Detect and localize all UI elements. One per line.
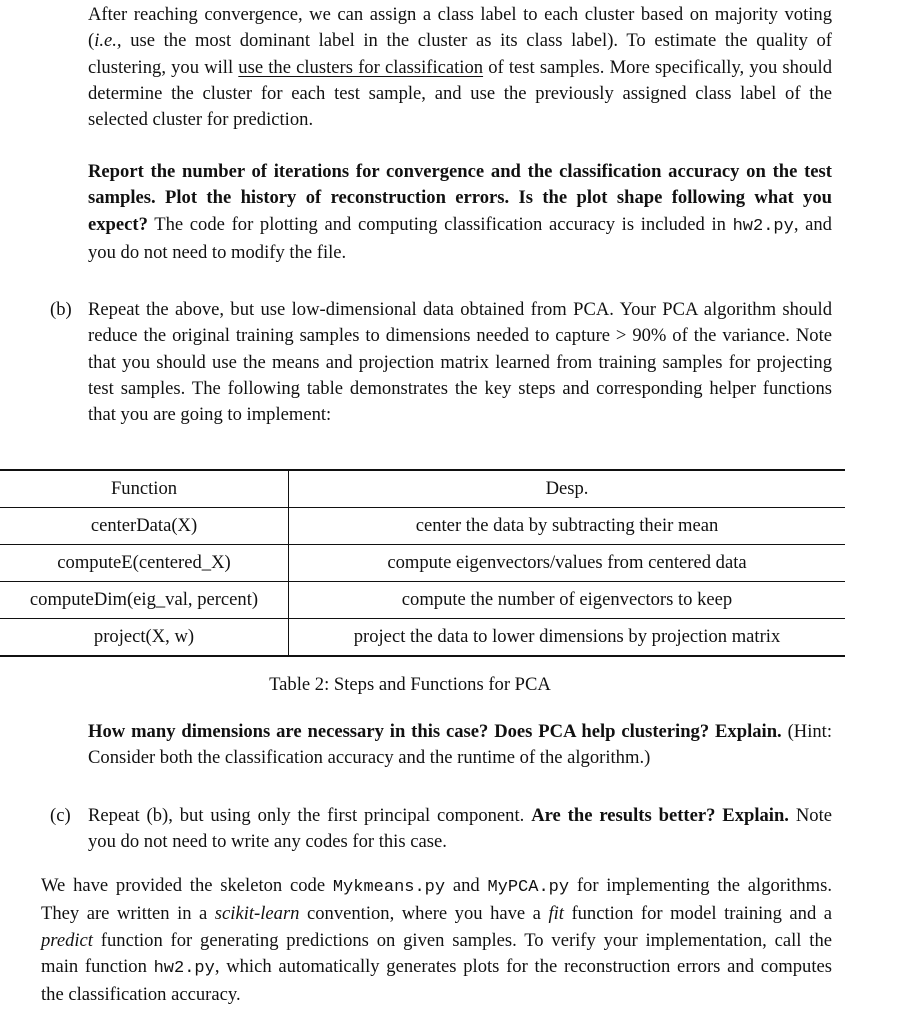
table-row — [0, 619, 845, 657]
table-caption: Table 2: Steps and Functions for PCA — [269, 674, 551, 695]
text: function for model training and a — [563, 903, 832, 925]
paragraph-pca-question — [88, 719, 832, 772]
italic-text: i.e., — [94, 30, 122, 52]
text: Repeat (b), but using only the first principal component. — [88, 805, 532, 826]
text: , which automatically generates plots for the reconstruction errors and computes the classification accuracy. — [41, 955, 832, 1006]
table-cell: center the data by subtracting their mean — [289, 508, 846, 545]
paragraph-skeleton-code — [41, 873, 832, 1008]
item-b-text: Repeat the above, but use low-dimensional data obtained from PCA. Your PCA algorithm should reduce the original training samples to dimensions needed to capture > 90% of the variance. Note that you should use the means and projection matrix learned from training samples for projecting test samples. The following table demonstrates the key steps and corresponding helper functions that you are going to implement: — [88, 299, 832, 426]
bold-question: How many dimensions are necessary in this case? Does PCA help clustering? Explain. — [88, 721, 782, 742]
item-label-b: (b) — [50, 299, 72, 320]
text: function for generating predictions on given samples. To verify your implementation, call the main function — [41, 929, 832, 977]
italic-text: scikit-learn — [214, 903, 300, 925]
text: After reaching convergence, we can assign a class label to each cluster based on majority voting ( — [88, 4, 832, 52]
paragraph-convergence — [88, 2, 832, 133]
italic-text: fit — [548, 903, 564, 925]
code-text: hw2.py — [732, 216, 794, 236]
table-cell: project the data to lower dimensions by projection matrix — [289, 619, 846, 657]
text: of test samples. More specifically, you should determine the cluster for each test sample, and use the previously assigned class label of the selected cluster for prediction. — [88, 56, 832, 131]
table-cell: computeE(centered_X) — [0, 545, 289, 582]
pca-functions-table — [0, 469, 845, 657]
paragraph-report — [88, 159, 832, 266]
text: use the most dominant label in the cluster as its class label). To estimate the quality of clustering, you will — [88, 30, 832, 78]
table-cell: compute the number of eigenvectors to keep — [289, 582, 846, 619]
underlined-text: use the clusters for classification — [238, 56, 484, 78]
table-row — [0, 508, 845, 545]
item-label-c: (c) — [50, 805, 71, 826]
table-row — [0, 545, 845, 582]
text: We have provided the skeleton code — [41, 875, 333, 896]
text: for implementing the algorithms. They are written in a — [41, 875, 832, 925]
code-text: hw2.py — [153, 958, 215, 978]
table-row — [0, 582, 845, 619]
text: Note you do not need to write any codes for this case. — [88, 805, 832, 853]
table-cell: compute eigenvectors/values from centered data — [289, 545, 846, 582]
code-text: MyPCA.py — [487, 878, 570, 897]
table-header-cell: Desp. — [289, 470, 846, 508]
code-text: Mykmeans.py — [332, 878, 446, 897]
table-header-row — [0, 470, 845, 508]
table-cell: centerData(X) — [0, 508, 289, 545]
table-cell: project(X, w) — [0, 619, 289, 657]
text: convention, where you have a — [299, 903, 549, 925]
text: The code for plotting and computing classification accuracy is included in — [147, 213, 733, 235]
text: and — [445, 875, 488, 896]
table-header-cell: Function — [0, 470, 289, 508]
italic-text: predict — [41, 929, 93, 951]
text: (Hint: Consider both the classification accuracy and the runtime of the algorithm.) — [88, 721, 832, 769]
item-c-text — [88, 803, 832, 856]
table-cell: computeDim(eig_val, percent) — [0, 582, 289, 619]
bold-question: Report the number of iterations for convergence and the classification accuracy on the test samples. Plot the history of reconstruction errors. Is the plot shape following what you expect? — [88, 161, 832, 235]
text: , and you do not need to modify the file. — [88, 213, 832, 263]
bold-question: Are the results better? Explain. — [531, 805, 789, 826]
